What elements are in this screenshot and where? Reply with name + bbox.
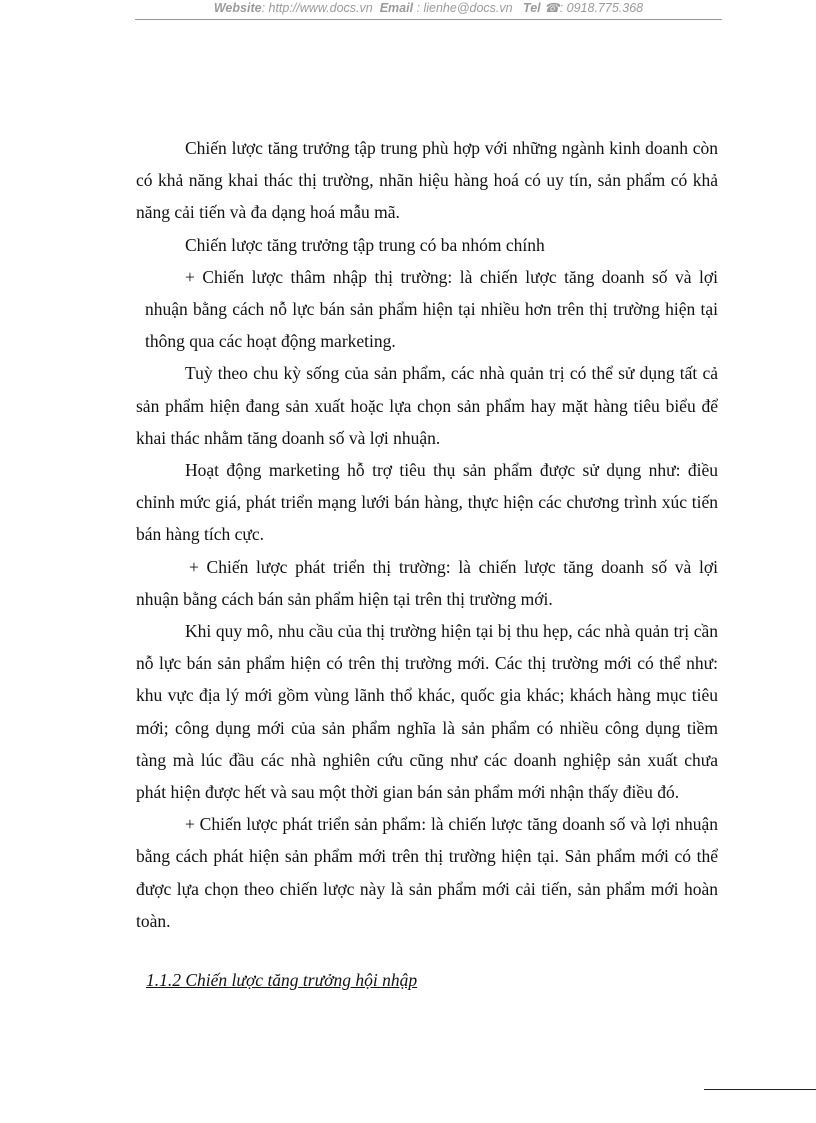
paragraph-3: + Chiến lược thâm nhập thị trường: là chiến lược tăng doanh số và lợi nhuận bằng cách nỗ lực bán sản phẩm hiện tại nhiều hơn trên thị trường hiện tại thông qua các hoạt động marketing. (145, 266, 718, 352)
paragraph-4: Tuỳ theo chu kỳ sống của sản phẩm, các nhà quản trị có thể sử dụng tất cả sản phẩm hiện đang sản xuất hoặc lựa chọn sản phẩm hay mặt hàng tiêu biểu để khai thác nhằm tăng doanh số và lợi nhuận. (136, 363, 718, 448)
paragraph-5: Hoạt động marketing hỗ trợ tiêu thụ sản phẩm được sử dụng như: điều chỉnh mức giá, phát triển mạng lưới bán hàng, thực hiện các chương trình xúc tiến bán hàng tích cực. (136, 460, 718, 545)
paragraph-7: Khi quy mô, nhu cầu của thị trường hiện tại bị thu hẹp, các nhà quản trị cần nỗ lực bán sản phẩm hiện có trên thị trường mới. Các thị trường mới có thể như: khu vực địa lý mới gồm vùng lãnh thổ khác, quốc gia khác; khách hàng mục tiêu mới; công dụng mới của sản phẩm nghĩa là sản phẩm có nhiều công dụng tiềm tàng mà lúc đầu các nhà nghiên cứu cũng như các doanh nghiệp sản xuất chưa phát hiện được hết và sau một thời gian bán sản phẩm mới nhận thấy điều đó. (136, 621, 718, 803)
website-value: : http://www.docs.vn (261, 1, 373, 15)
email-value: : lienhe@docs.vn (416, 1, 513, 15)
paragraph-1: Chiến lược tăng trưởng tập trung phù hợp với những ngành kinh doanh còn có khả năng khai thác thị trường, nhãn hiệu hàng hoá có uy tín, sản phẩm có khả năng cải tiến và đa dạng hoá mẫu mã. (136, 138, 718, 223)
paragraph-8: + Chiến lược phát triển sản phẩm: là chiến lược tăng doanh số và lợi nhuận bằng cách phát hiện sản phẩm mới trên thị trường hiện tại. Sản phẩm mới có thể được lựa chọn theo chiến lược này là sản phẩm mới cải tiến, sản phẩm mới hoàn toàn. (136, 814, 718, 931)
tel-value: : 0918.775.368 (559, 1, 644, 15)
document-body (0, 132, 816, 937)
phone-icon: ☎ (544, 1, 560, 15)
paragraph-2: Chiến lược tăng trưởng tập trung có ba nhóm chính (185, 234, 545, 255)
page-header (135, 0, 722, 20)
website-label: Website (213, 1, 262, 15)
tel-label: Tel (523, 1, 541, 15)
paragraph-6: + Chiến lược phát triển thị trường: là chiến lược tăng doanh số và lợi nhuận bằng cách bán sản phẩm hiện tại trên thị trường mới. (136, 556, 718, 609)
footer-rule (704, 1089, 816, 1090)
email-label: Email (379, 1, 414, 15)
section-heading: 1.1.2 Chiến lược tăng trưởng hội nhập (146, 970, 418, 990)
